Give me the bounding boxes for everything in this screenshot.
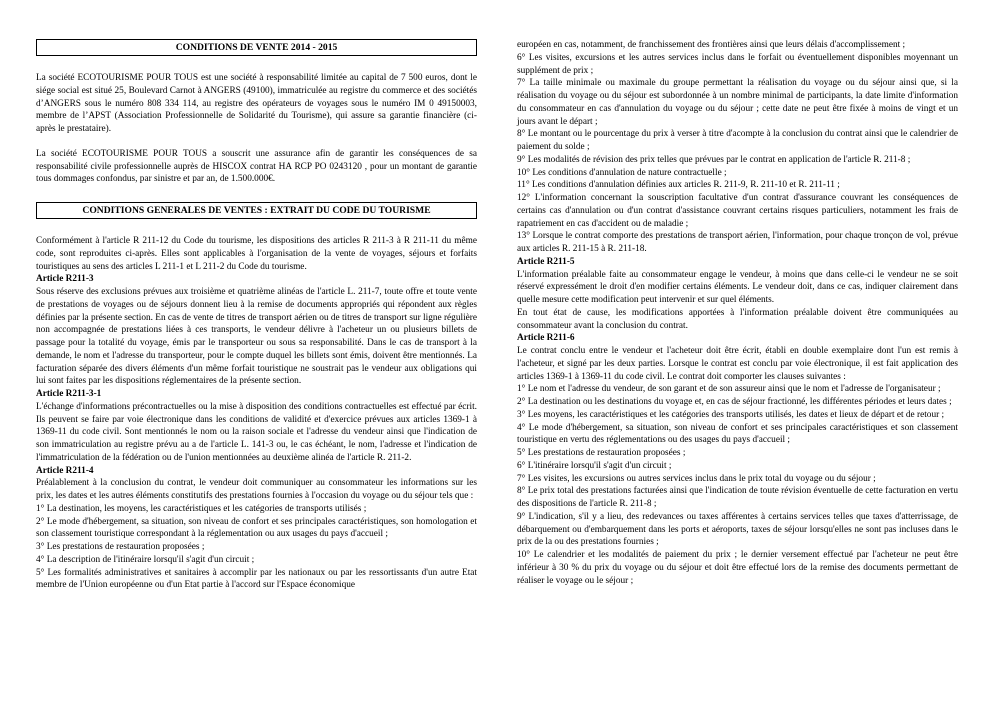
article-text: Préalablement à la conclusion du contrat, le vendeur doit communiquer au consommateur les informations sur les prix, les dates et les autres éléments constitutifs des prestations fournies à l'occasion du voyage ou du séjour tels que : bbox=[36, 478, 477, 501]
insurance-intro: La société ECOTOURISME POUR TOUS a souscrit une assurance afin de garantir les conséquences de sa responsabilité civile professionnelle auprès de HISCOX contrat HA RCP PO 0243120 , pour un montant de garantie tous dommages confondus, par sinistre et par an, de 1.500.000€. bbox=[36, 148, 477, 185]
list-item: 13° Lorsque le contrat comporte des prestations de transport aérien, l'information, pour chaque tronçon de vol, prévue aux articles R. 211-15 à R. 211-18. bbox=[517, 231, 958, 254]
list-item: 9° L'indication, s'il y a lieu, des redevances ou taxes afférentes à certains services telles que taxes d'atterrissage, de débarquement ou d'embarquement dans les ports et aéroports, taxes de séjour lorsqu'elles ne sont pas incluses dans le prix de la ou des prestations fournies ; bbox=[517, 511, 958, 548]
list-item: 6° Les visites, excursions et les autres services inclus dans le forfait ou éventuellement disponibles moyennant un supplément de prix ; bbox=[517, 52, 958, 76]
article-text: Sous réserve des exclusions prévues aux troisième et quatrième alinéas de l'article L. 211-7, toute offre et toute vente de prestations de voyages ou de séjours donnent lieu à la remise de documents appropriés qui répondent aux règles définies par la présente section. En cas de vente de titres de transport aérien ou de titres de transport sur ligne régulière non accompagnée de prestations liées à ces transports, le vendeur délivre à l'acheteur un ou plusieurs billets de passage pour la totalité du voyage, émis par le transporteur ou sous sa responsabilité. Dans le cas de transport à la demande, le nom et l'adresse du transporteur, pour le compte duquel les billets sont émis, doivent être mentionnés. La facturation séparée des divers éléments d'un même forfait touristique ne soustrait pas le vendeur aux obligations qui lui sont faites par les dispositions réglementaires de la présente section. bbox=[36, 287, 477, 387]
list-item: 12° L'information concernant la souscription facultative d'un contrat d'assurance couvrant les conséquences de certains cas d'annulation ou d'un contrat d'assistance couvrant certains risques particuliers, notamment les frais de rapatriement en cas d'accident ou de maladie ; bbox=[517, 193, 958, 229]
list-item: 4° La description de l'itinéraire lorsqu'il s'agit d'un circuit ; bbox=[36, 554, 255, 565]
list-item: 7° La taille minimale ou maximale du groupe permettant la réalisation du voyage ou du séjour ainsi que, si la réalisation du voyage ou du séjour est subordonnée à un nombre minimal de participants, la date limite d'information du consommateur en cas d'annulation du voyage ou du séjour ; cette date ne peut être fixée à moins de vingt et un jours avant le départ ; bbox=[517, 78, 958, 127]
article-heading: Article R211-3-1 bbox=[36, 389, 102, 399]
list-item: 3° Les prestations de restauration proposées ; bbox=[36, 542, 205, 552]
general-conditions-title: CONDITIONS GENERALES DE VENTES : EXTRAIT DU CODE DU TOURISME bbox=[36, 202, 477, 219]
list-item: 5° Les prestations de restauration proposées ; bbox=[517, 448, 686, 458]
article-heading: Article R211-4 bbox=[36, 465, 94, 476]
list-item: 11° Les conditions d'annulation définies aux articles R. 211-9, R. 211-10 et R. 211-11 ; bbox=[517, 180, 840, 191]
company-intro: La société ECOTOURISME POUR TOUS est une société à responsabilité limitée au capital de 7 500 euros, dont le siége social est situé 25, Boulevard Carnot à ANGERS (49100), immatriculée au registre du commerce et des sociétés d’ANGERS sous le numéro 808 334 114, au registre des opérateurs de voyages sous le numéro IM 0 49150003, membre de l’APST (Association Professionnelle de Solidarité du Tourisme), qui assure sa garantie financière (ci-après le prestataire). bbox=[36, 73, 477, 134]
list-item: 4° Le mode d'hébergement, sa situation, son niveau de confort et ses principales caractéristiques et son classement touristique en vertu des réglementations ou des usages du pays d'accueil ; bbox=[517, 422, 958, 446]
article-text: L'échange d'informations précontractuelles ou la mise à disposition des conditions contractuelles est effectué par écrit. Ils peuvent se faire par voie électronique dans les conditions de validité et d'exercice prévues aux articles 1369-1 à 1369-11 du code civil. Sont mentionnés le nom ou la raison sociale et l'adresse du vendeur ainsi que l'indication de son immatriculation au registre prévu au a de l'article L. 141-3 ou, le cas échéant, le nom, l'adresse et l'indication de l'immatriculation de la fédération ou de l'union mentionnées au deuxième alinéa de l'article R. 211-2. bbox=[36, 401, 477, 463]
list-item: 1° La destination, les moyens, les caractéristiques et les catégories de transports utilisés ; bbox=[36, 503, 367, 514]
right-column bbox=[517, 39, 958, 587]
article-heading: Article R211-3 bbox=[36, 274, 94, 285]
article-text: En tout état de cause, les modifications apportées à l'information préalable doivent être communiquées au consommateur avant la conclusion du contrat. bbox=[517, 307, 958, 331]
conformity-paragraph: Conformément à l'article R 211-12 du Code du tourisme, les dispositions des articles R 211-3 à R 211-11 du même code, sont reproduites ci-après. Elles sont applicables à l'organisation de la vente de voyages, séjours et forfaits touristiques au sens des articles L 211-1 et L 211-2 du Code du tourisme. bbox=[36, 236, 477, 272]
list-item: 2° Le mode d'hébergement, sa situation, son niveau de confort et ses principales caractéristiques, son homologation et son classement touristique correspondant à la réglementation ou aux usages du pays d'accueil ; bbox=[36, 516, 477, 540]
list-item: 1° Le nom et l'adresse du vendeur, de son garant et de son assureur ainsi que le nom et l'adresse de l'organisateur ; bbox=[517, 384, 941, 395]
list-item: 5° Les formalités administratives et sanitaires à accomplir par les nationaux ou par les ressortissants d'un autre Etat membre de l'Union européenne ou d'un Etat partie à l'accord sur l'Espace économique bbox=[36, 567, 477, 591]
list-item: 7° Les visites, les excursions ou autres services inclus dans le prix total du voyage ou du séjour ; bbox=[517, 473, 876, 484]
article-text: Le contrat conclu entre le vendeur et l'acheteur doit être écrit, établi en double exemplaire dont l'un est remis à l'acheteur, et signé par les deux parties. Lorsque le contrat est conclu par voie électronique, il est fait application des articles 1369-1 à 1369-11 du code civil. Le contrat doit comporter les clauses suivantes : bbox=[517, 346, 958, 382]
article-heading: Article R211-6 bbox=[517, 333, 575, 344]
list-item: 8° Le prix total des prestations facturées ainsi que l'indication de toute révision éventuelle de cette facturation en vertu des dispositions de l'article R. 211-8 ; bbox=[517, 486, 958, 509]
list-item: européen en cas, notamment, de franchissement des frontières ainsi que leurs délais d'accomplissement ; bbox=[517, 40, 906, 50]
left-column bbox=[36, 39, 477, 592]
conditions-title: CONDITIONS DE VENTE 2014 - 2015 bbox=[36, 39, 477, 56]
article-text: L'information préalable faite au consommateur engage le vendeur, à moins que dans celle-ci le vendeur ne se soit réservé expressément le droit d'en modifier certains éléments. Le vendeur doit, dans ce cas, indiquer clairement dans quelle mesure cette modification peut intervenir et sur quel éléments. bbox=[517, 269, 958, 305]
list-item: 8° Le montant ou le pourcentage du prix à verser à titre d'acompte à la conclusion du contrat ainsi que le calendrier de paiement du solde ; bbox=[517, 129, 958, 152]
list-item: 10° Le calendrier et les modalités de paiement du prix ; le dernier versement effectué par l'acheteur ne peut être inférieur à 30 % du prix du voyage ou du séjour et doit être effectué lors de la remise des documents permettant de réaliser le voyage ou le séjour ; bbox=[517, 550, 958, 586]
list-item: 6° L'itinéraire lorsqu'il s'agit d'un circuit ; bbox=[517, 460, 672, 471]
list-item: 2° La destination ou les destinations du voyage et, en cas de séjour fractionné, les différentes périodes et leurs dates ; bbox=[517, 397, 952, 407]
list-item: 10° Les conditions d'annulation de nature contractuelle ; bbox=[517, 167, 727, 178]
article-heading: Article R211-5 bbox=[517, 256, 575, 267]
list-item: 9° Les modalités de révision des prix telles que prévues par le contrat en application de l'article R. 211-8 ; bbox=[517, 154, 911, 165]
list-item: 3° Les moyens, les caractéristiques et les catégories des transports utilisés, les dates et lieux de départ et de retour ; bbox=[517, 409, 945, 420]
